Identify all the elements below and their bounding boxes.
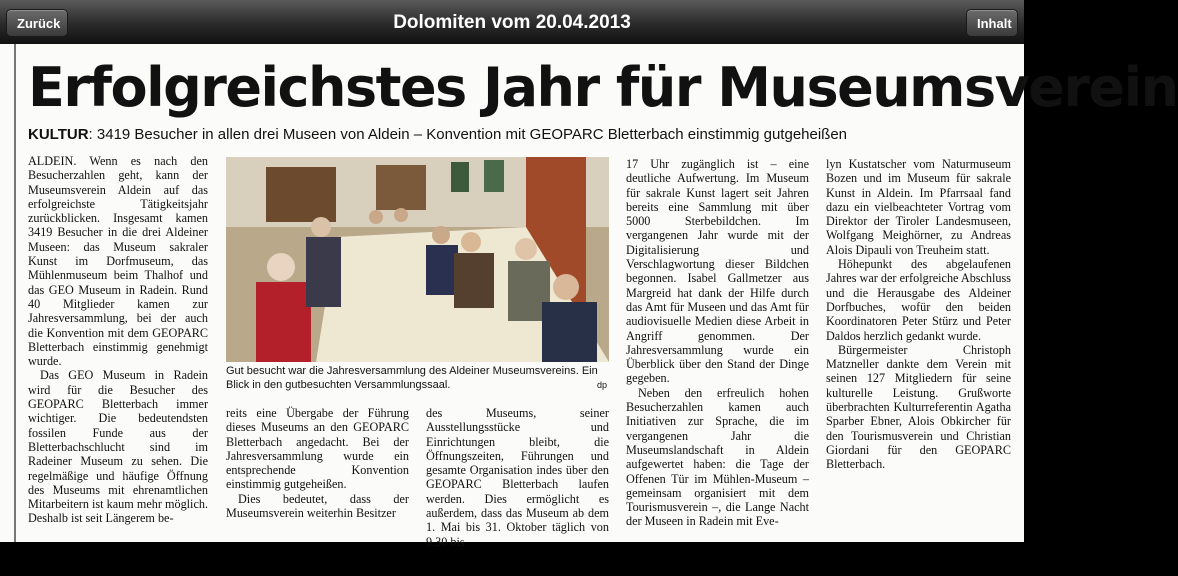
paragraph: Bürgermeister Christoph Matzneller dankte dem Verein mit seinen 127 Mitgliedern für seine kulturelle Leistung. Grußworte überbrachten Kulturreferentin Agatha Sparber Ebner, Alois Obkircher für den Tourismusverein und Christian Giordani für den GEOPARC Bletterbach. — [826, 342, 1011, 472]
article-column-5 — [826, 157, 1011, 472]
paragraph: lyn Kustatscher vom Naturmuseum Bozen und im Museum für sakrale Kunst in Aldein. Im Pfarrsaal fand dazu ein vielbeachteter Vortrag vom Direktor der Tiroler Landesmuseen, Wolfgang Meighörner, zu Andreas Alois Dipauli von Treuheim statt. — [826, 157, 1011, 257]
kicker: KULTUR — [28, 126, 89, 143]
page-title: Dolomiten vom 20.04.2013 — [393, 12, 631, 33]
article-column-1 — [28, 154, 208, 526]
caption-text: Gut besucht war die Jahresversammlung des Aldeiner Museumsvereins. Ein Blick in den gutbesuchten Versammlungssaal. — [226, 365, 598, 391]
article-column-3 — [426, 406, 609, 549]
article-subheadline — [28, 126, 1018, 143]
paragraph: 17 Uhr zugänglich ist – eine deutliche Aufwertung. Im Museum für sakrale Kunst lagert seit Jahren bereits eine Sammlung mit über 5000 Sterbebildchen. Im vergangenen Jahr wurde mit der Digitalisierung und Verschlagwortung dieser Bildchen begonnen. Isabel Gallmetzer aus Margreid hat dank der Hilfe durch das Amt für Museen und das Amt für audiovisuelle Medien diese Arbeit in Angriff genommen. Der Jahresversammlung wurde ein Überblick über den Stand der Dinge gegeben. — [626, 157, 809, 386]
contents-button[interactable]: Inhalt — [966, 9, 1018, 37]
paragraph: Dies bedeutet, dass der Museumsverein weiterhin Besitzer — [226, 491, 409, 521]
paragraph: Neben den erfreulich hohen Besucherzahlen kamen auch Initiativen zur Sprache, die im vergangenen Jahr die Museumslandschaft in Aldein aufgewertet haben: die Tage der Offenen Tür im Mühlen-Museum – gemeinsam organisiert mit dem Tourismusverein –, die Lange Nacht der Museen in Radein mit Eve- — [626, 385, 809, 529]
article-photo — [226, 157, 609, 362]
paragraph: Höhepunkt des abgelaufenen Jahres war der erfolgreiche Abschluss und die Herausgabe des Aldeiner Dorfbuches, wofür den beiden Koordinatoren Peter Stürz und Peter Daldos herzlich gedankt wurde. — [826, 257, 1011, 343]
page-edge-rule — [14, 44, 16, 542]
meeting-photo-illustration — [226, 157, 609, 362]
top-toolbar — [0, 0, 1024, 45]
paragraph: Das GEO Museum in Radein wird für die Besucher des GEOPARC Bletterbach immer wichtiger. Die bedeutendsten fossilen Funde aus der Bletterbachschlucht sind im Radeiner Museum zu sehen. Die regelmäßige und häufige Öffnung des Museums mit ehrenamtlichen Mitarbeitern ist kaum mehr möglich. Deshalb ist seit Längerem be- — [28, 368, 208, 526]
paragraph: ALDEIN. Wenn es nach den Besucherzahlen geht, kann der Museumsverein Aldein auf das erfolgreichste Tätigkeitsjahr zurückblicken. Insgesamt kamen 3419 Besucher in die drei Aldeiner Museen: das Museum sakraler Kunst im Dorfmuseum, das Mühlenmuseum beim Thalhof und das GEO Museum in Radein. Rund 40 Mitglieder kamen zur Jahresversammlung, bei der auch die Konvention mit dem GEOPARC Bletterbach einstimmig genehmigt wurde. — [28, 154, 208, 369]
paragraph: des Museums, seiner Ausstellungsstücke und Einrichtungen bleibt, die Öffnungszeiten, Führungen und gesamte Organisation indes über den GEOPARC Bletterbach laufen werden. Dies ermöglicht es außerdem, dass das Museum ab dem 1. Mai bis 31. Oktober täglich von 9.30 bis — [426, 406, 609, 549]
article-column-2 — [226, 406, 409, 520]
photo-caption — [226, 364, 609, 392]
subheadline-text: : 3419 Besucher in allen drei Museen von Aldein – Konvention mit GEOPARC Bletterbach einstimmig gutgeheißen — [88, 126, 848, 143]
newspaper-page — [0, 44, 1178, 549]
article-headline: Erfolgreichstes Jahr für Museumsverein — [28, 56, 1178, 119]
photo-credit: dp — [596, 380, 607, 390]
back-button[interactable]: Zurück — [6, 9, 68, 37]
paragraph: reits eine Übergabe der Führung dieses Museums an den GEOPARC Bletterbach angedacht. Bei der Jahresversammlung wurde ein entsprechende Konvention einstimmig gutgeheißen. — [226, 406, 409, 492]
article-column-4 — [626, 157, 809, 529]
